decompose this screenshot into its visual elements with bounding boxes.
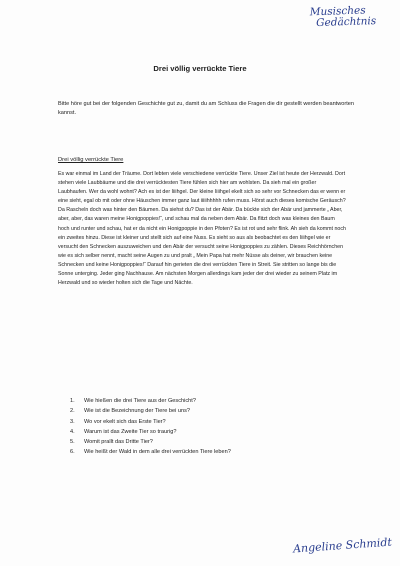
- intro-paragraph: Bitte höre gut bei der folgenden Geschichte gut zu, damit du am Schluss die Fragen die dir gestellt werden beantworten kannst.: [58, 101, 355, 116]
- story-paragraph: Es war einmal im Land der Träume. Dort lebten viele verschiedene verrückte Tiere. Unser Ziel ist heute der Herzwald. Dort stehen viele Laubbäume und die drei verrücktesten Tiere fühlen sich hier am wohlsten. Da sieh mal ein großer Laubhaufen. Wer da wohl wohnt? Ach es ist der Iiiihgel. Der kleine Iiiihgel ekelt sich so sehr vor Schnecken das er wenn er eine sieht, egal ob mit oder ohne Häuschen immer ganz laut iiiiihhhhh rufen muss. Hörst auch dieses komische Geräusch? Da Rascheln doch was hinter den Bäumen. Da siehst du? Das ist der Abär. Da bückte sich der Abär und jammerte „ Aber, aber, aber, das waren meine Honigpoppies!“, und schau mal da neben dem Abär. Da flitzt doch was kleines den Baum hoch und runter und schau, hat er da nicht ein Honigpoppie in den Pfoten? Es ist rot und sehr flink. Ah sieh da kommt noch ein zweites hinzu. Diese ist kleiner und stellt sich auf eine Nuss. Es sieht so aus als beobachtet es den Iiiihgel wie er versucht den Schnecken auszuweichen und den Abär der versucht seine Honigpoppies zu zählen. Dieses Reichhörnchen wie es sich selber nennt, macht seine Augen zu und pralt „ Mein Papa hat mehr Nüsse als deiner, wir brauchen keine Schnecken und keine Honigpoppies!“ Darauf hin gerieten die drei verrückten Tiere in Streit. Sie stritten so lange bis die Sonne unterging. Jeder ging Nachhause. Am nächsten Morgen allerdings kam jeder der drei wieder zu seinem Platz im Herzwald und so wieder holten sich die Tage und Nächte.: [58, 171, 346, 287]
- question-item: [70, 427, 360, 437]
- story-heading: Drei völlig verrückte Tiere: [58, 157, 124, 163]
- handwritten-note-line1: Musisches: [309, 4, 366, 19]
- question-text: Wie hießen die drei Tiere aus der Geschicht?: [84, 398, 196, 404]
- question-number: 4.: [70, 428, 75, 435]
- handwritten-note: [310, 5, 389, 30]
- question-item: [70, 406, 360, 416]
- question-item: [70, 447, 360, 457]
- question-text: Wo vor ekelt sich das Erste Tier?: [84, 418, 166, 425]
- question-item: [70, 417, 360, 427]
- question-text: Wie heißt der Wald in dem alle drei verrückten Tiere leben?: [84, 449, 231, 456]
- question-text: Warum ist das Zweite Tier so traurig?: [84, 428, 177, 435]
- question-number: 1.: [70, 398, 75, 404]
- question-item: [70, 396, 360, 406]
- document-title: Drei völlig verrückte Tiere: [153, 64, 247, 73]
- question-item: [70, 437, 360, 447]
- question-text: Womit prallt das Dritte Tier?: [84, 439, 153, 446]
- question-number: 5.: [70, 439, 75, 446]
- question-number: 2.: [70, 408, 75, 415]
- handwritten-note-line2: Gedächtnis: [315, 15, 377, 30]
- question-number: 6.: [70, 449, 75, 456]
- question-text: Wie ist die Bezeichnung der Tiere bei uns?: [84, 408, 191, 415]
- question-number: 3.: [70, 418, 75, 425]
- handwritten-signature: Angeline Schmidt: [292, 535, 393, 556]
- question-list: [70, 396, 360, 458]
